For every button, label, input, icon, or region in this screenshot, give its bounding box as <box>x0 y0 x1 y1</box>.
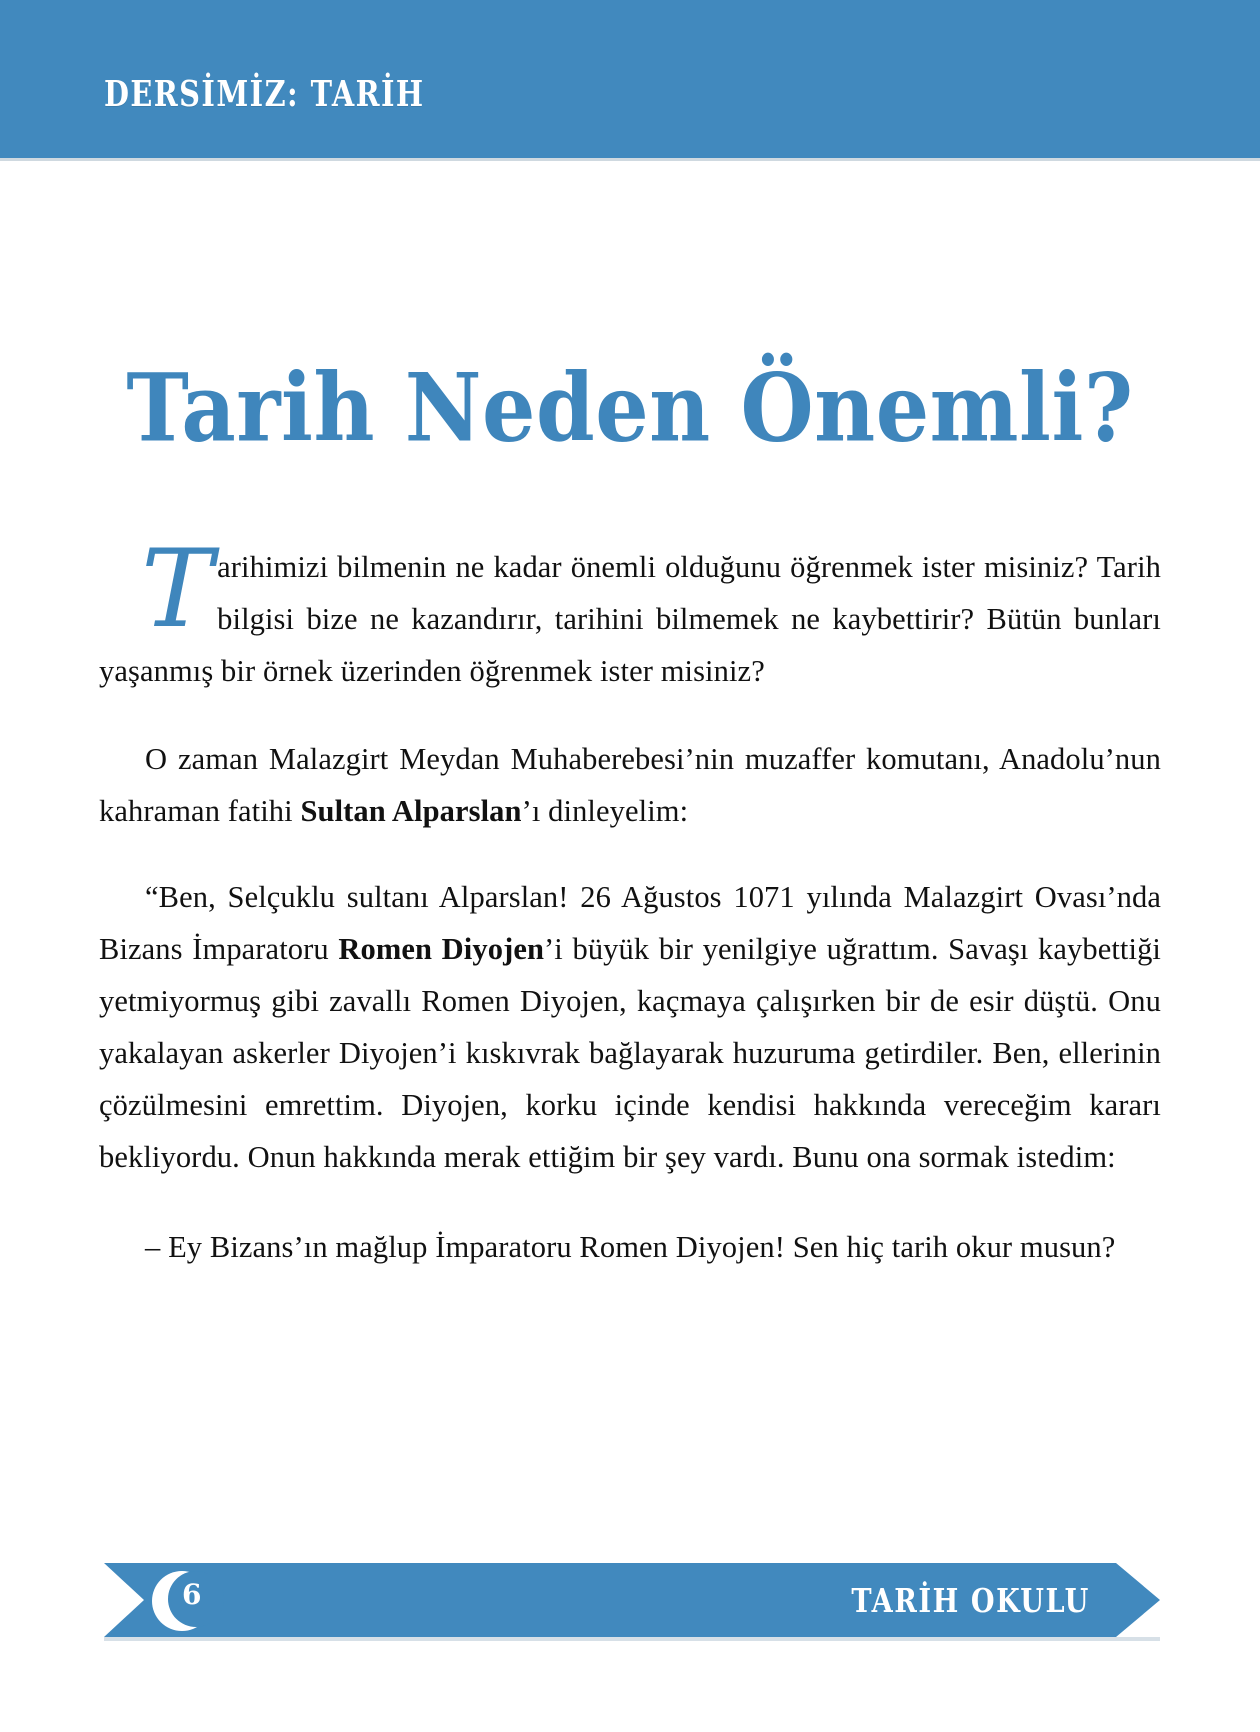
paragraph-commander-tail: ’ı dinleyelim: <box>521 794 689 828</box>
paragraph-quote-tail: ’i büyük bir yenilgiye uğrattım. Savaşı kaybettiği yetmiyormuş gibi zavallı Romen Diyojen, kaçmaya çalışırken bir de esir düştü. Onu yakalayan askerler Diyojen’i kıskıvrak bağlayarak huzuruma getirdiler. Ben, ellerinin çözülmesini emrettim. Diyojen, korku içinde kendisi hakkında vereceğim kararı bekliyordu. Onun hakkında merak ettiğim bir şey vardı. Bunu ona sormak istedim: <box>99 932 1161 1174</box>
header-chapter-title: DERSİMİZ: TARİH <box>104 74 425 116</box>
paragraph-quote <box>99 871 1161 1183</box>
paragraph-dialogue: – Ey Bizans’ın mağlup İmparatoru Romen Diyojen! Sen hiç tarih okur musun? <box>145 1230 1116 1264</box>
ribbon-underline <box>104 1637 1160 1641</box>
footer-brand-label: TARİH OKULU <box>851 1582 1090 1621</box>
page-header-band <box>0 0 1260 161</box>
paragraph-quote-lead: “Ben, Selçuklu sultanı Alparslan! 26 Ağustos 1071 yılında Malazgirt Ovası’nda Bizans İmparatoru <box>99 880 1161 966</box>
paragraph-commander <box>99 733 1161 837</box>
paragraph-intro <box>99 527 1161 697</box>
page-footer-ribbon <box>104 1563 1160 1637</box>
article-body <box>99 527 1161 1273</box>
emphasis-sultan-alparslan: Sultan Alparslan <box>300 794 522 828</box>
drop-cap-letter: T <box>141 527 214 652</box>
page-title: Tarih Neden Önemli? <box>126 352 1134 464</box>
emphasis-romen-diyojen: Romen Diyojen <box>338 932 545 966</box>
paragraph-intro-text: arihimizi bilmenin ne kadar önemli olduğunu öğrenmek ister misiniz? Tarih bilgisi bize ne kazandırır, tarihini bilmemek ne kaybettirir? Bütün bunları yaşanmış bir örnek üzerinden öğrenmek ister misiniz? <box>99 550 1161 688</box>
page-number-badge <box>144 1565 234 1637</box>
page-number: 6 <box>182 1578 202 1611</box>
paragraph-commander-lead: O zaman Malazgirt Meydan Muhaberebesi’nin muzaffer komutanı, Anadolu’nun kahraman fatihi <box>99 742 1161 828</box>
